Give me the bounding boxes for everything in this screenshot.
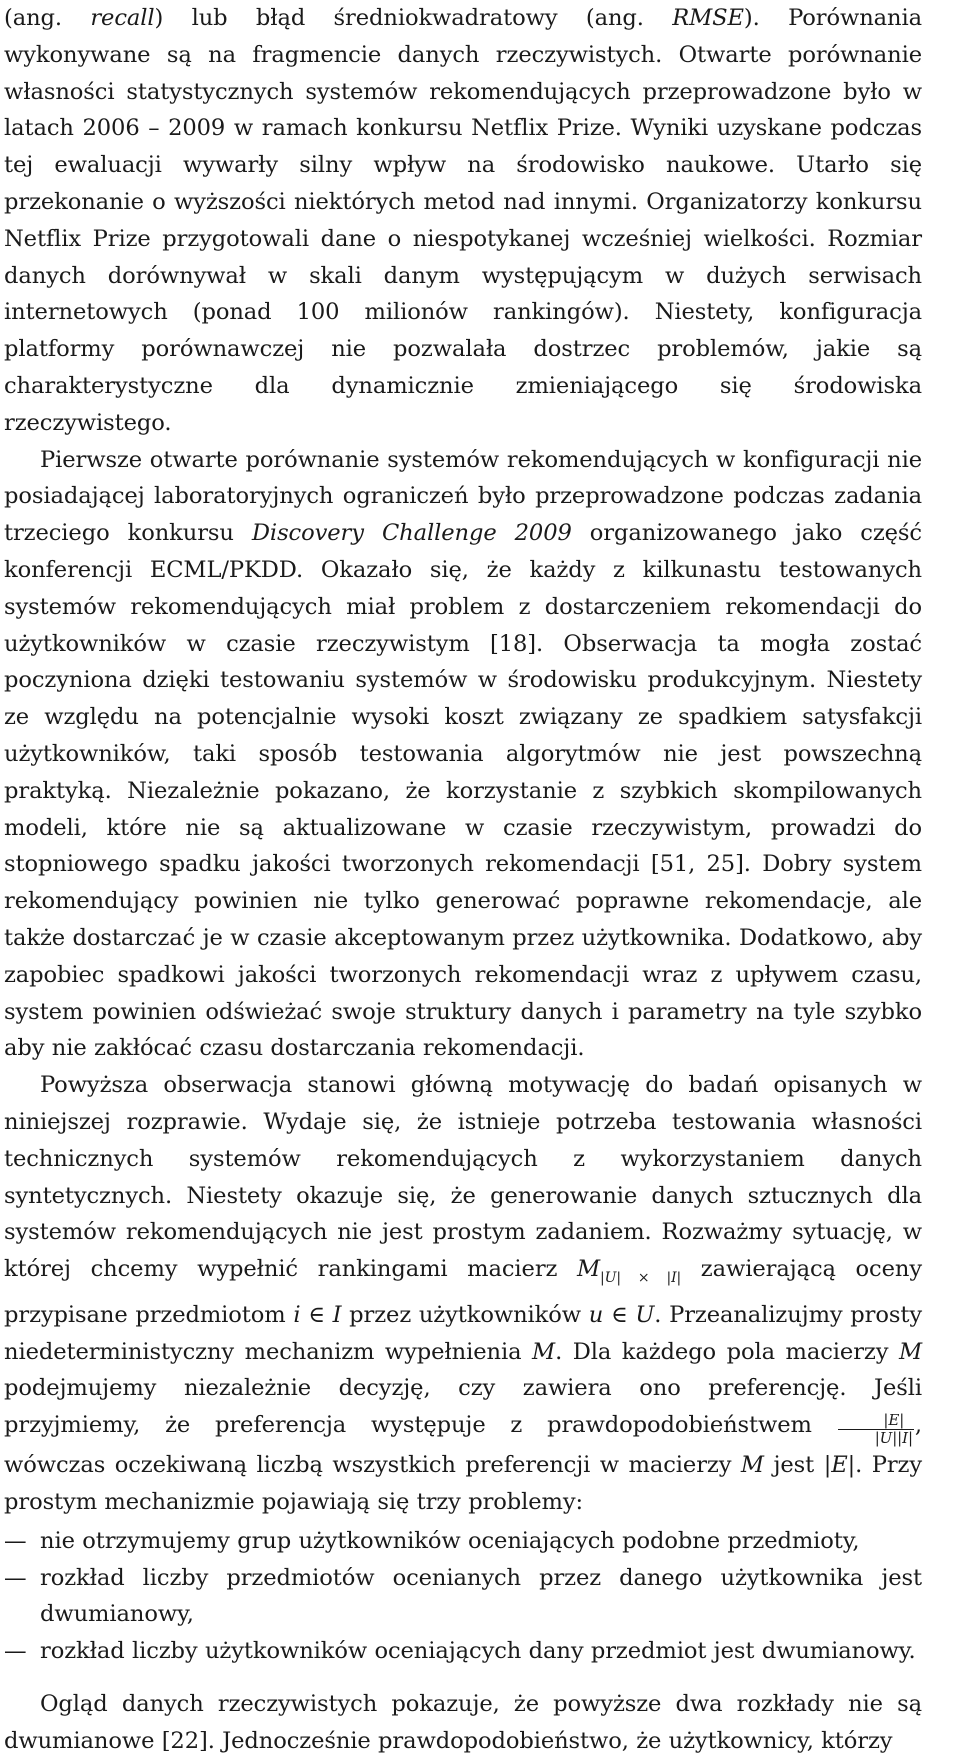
paragraph-discovery-challenge <box>4 442 922 1068</box>
term-discovery-challenge: Discovery Challenge 2009 <box>251 520 572 547</box>
text-run: . Przeanalizujmy prosty niedeterministyczny mechanizm wypełnienia <box>4 1301 923 1365</box>
text-run: Pierwsze otwarte porównanie systemów rekomendujących w konfiguracji nie posiadającej laboratoryjnych ograniczeń było przeprowadzone podczas zadania trzeciego konkursu <box>4 446 922 547</box>
dash-bullet: — <box>4 1564 27 1591</box>
math-var-i: i <box>293 1301 301 1328</box>
text-run: ) lub błąd średniokwadratowy (ang. <box>154 5 673 31</box>
math-matrix-m: M <box>898 1338 922 1365</box>
term-recall: recall <box>90 5 155 31</box>
text-run: zawierającą oceny przypisane przedmiotom <box>4 1256 922 1328</box>
problem-list <box>4 1523 922 1670</box>
list-item <box>4 1633 922 1670</box>
math-matrix-m: M <box>532 1338 556 1365</box>
math-in-symbol: ∈ <box>300 1301 333 1328</box>
math-fraction-probability <box>838 1412 914 1447</box>
text-run: podejmujemy niezależnie decyzję, czy zawiera ono preferencję. Jeśli przyjmiemy, że preferencja występuje z prawdopodobieństwem <box>4 1375 922 1439</box>
text-run: . Dla każdego pola macierzy <box>555 1338 899 1365</box>
fraction-denominator: |U||I| <box>874 1429 913 1448</box>
text-run: jest <box>763 1452 824 1479</box>
math-var-u: u <box>588 1301 604 1328</box>
list-item-text: nie otrzymujemy grup użytkowników oceniających podobne przedmioty, <box>40 1527 860 1554</box>
math-subscript: |U| × |I| <box>600 1270 682 1287</box>
math-cardinality-e: |E| <box>823 1452 856 1479</box>
paragraph-motivation <box>4 1067 922 1521</box>
text-run: (ang. <box>4 5 91 31</box>
paragraph-real-data: Ogląd danych rzeczywistych pokazuje, że powyższe dwa rozkłady nie są dwumianowe [22]. Jednocześnie prawdopodobieństwo, że użytkownicy, którzy <box>4 1691 922 1754</box>
list-item-text: rozkład liczby użytkowników oceniających dany przedmiot jest dwumianowy. <box>40 1638 916 1665</box>
paragraph-intro <box>4 0 922 442</box>
list-item <box>4 1523 922 1560</box>
math-set-u: U <box>635 1301 655 1328</box>
text-run: . Przy prostym mechanizmie pojawiają się trzy problemy: <box>4 1452 923 1516</box>
text-run: organizowanego jako część konferencji ECML/PKDD. Okazało się, że każdy z kilkunastu testowanych systemów rekomendujących miał problem z dostarczeniem rekomendacji do użytkowników w czasie rzeczywistym [18]. Obserwacja ta mogła zostać poczyniona dzięki testowaniu systemów w środowisku produkcyjnym. Niestety ze względu na potencjalnie wysoki koszt związany ze spadkiem satysfakcji użytkowników, taki sposób testowania algorytmów nie jest powszechną praktyką. Niezależnie pokazano, że korzystanie z szybkich skompilowanych modeli, które nie są aktualizowane w czasie rzeczywistym, prowadzi do stopniowego spadku jakości tworzonych rekomendacji [51, 25]. Dobry system rekomendujący powinien nie tylko generować poprawne rekomendacje, ale także dostarczać je w czasie akceptowanym przez użytkownika. Dodatkowo, aby zapobiec spadkowi jakości tworzonych rekomendacji wraz z upływem czasu, system powinien odświeżać swoje struktury danych i parametry na tyle szybko aby nie zakłócać czasu dostarczania rekomendacji. <box>4 520 922 1062</box>
math-matrix-m: M <box>577 1256 601 1283</box>
text-run: przez użytkowników <box>341 1301 589 1328</box>
text-run: ). Porównania wykonywane są na fragmencie danych rzeczywistych. Otwarte porównanie własności statystycznych systemów rekomendujących przeprowadzone było w latach 2006 – 2009 w ramach konkursu Netflix Prize. Wyniki uzyskane podczas tej ewaluacji wywarły silny wpływ na środowisko naukowe. Utarło się przekonanie o wyższości niektórych metod nad innymi. Organizatorzy konkursu Netflix Prize przygotowali dane o niespotykanej wcześniej wielkości. Rozmiar danych dorównywał w skali danym występującym w dużych serwisach internetowych (ponad 100 milionów rankingów). Niestety, konfiguracja platformy porównawczej nie pozwalała dostrzec problemów, jakie są charakterystyczne dla dynamicznie zmieniającego się środowiska rzeczywistego. <box>4 5 922 436</box>
list-item-text: rozkład liczby przedmiotów ocenianych przez danego użytkownika jest dwumianowy, <box>40 1564 922 1628</box>
fraction-numerator: |E| <box>838 1412 914 1430</box>
text-run: Powyższa obserwacja stanowi główną motywację do badań opisanych w niniejszej rozprawie. Wydaje się, że istnieje potrzeba testowania własności technicznych systemów rekomendujących z wykorzystaniem danych syntetycznych. Niestety okazuje się, że generowanie danych sztucznych dla systemów rekomendujących nie jest prostym zadaniem. Rozważmy sytuację, w której chcemy wypełnić rankingami macierz <box>4 1072 922 1283</box>
list-item <box>4 1560 922 1634</box>
math-in-symbol: ∈ <box>603 1301 636 1328</box>
dash-bullet: — <box>4 1638 27 1665</box>
dash-bullet: — <box>4 1527 27 1554</box>
math-set-i: I <box>332 1301 342 1328</box>
term-rmse: RMSE <box>672 5 744 31</box>
math-matrix-m: M <box>740 1452 764 1479</box>
text-run: , wówczas oczekiwaną liczbą wszystkich preferencji w macierzy <box>4 1412 922 1479</box>
